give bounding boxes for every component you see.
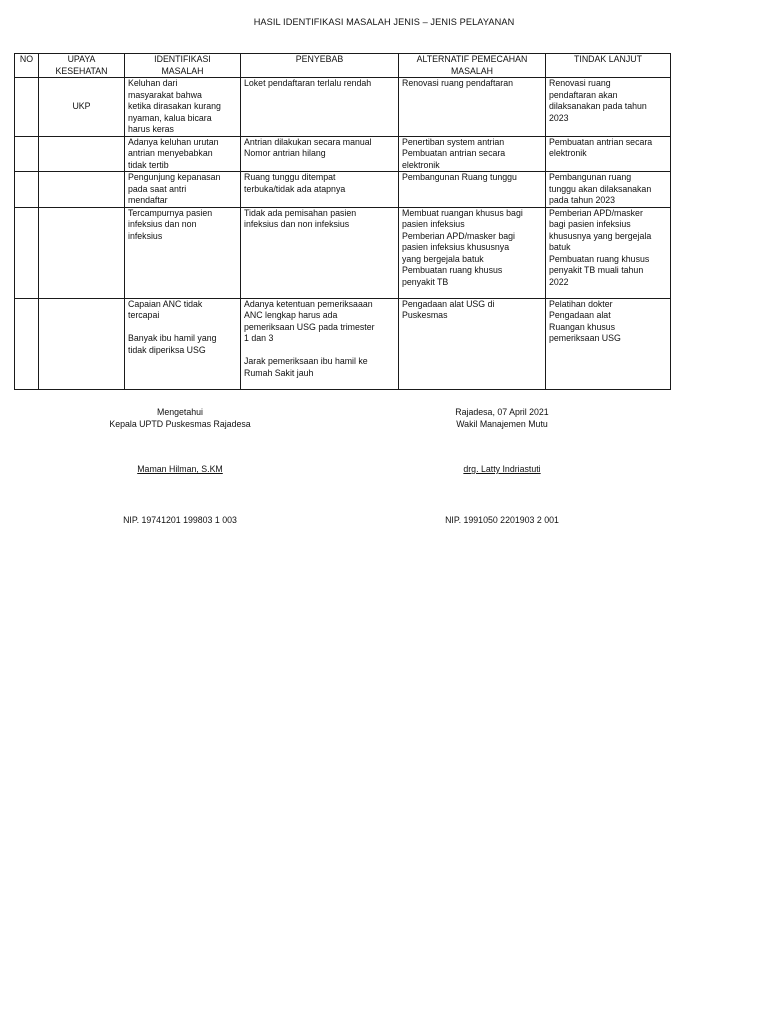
cell-identifikasi-masalah: Adanya keluhan urutan antrian menyebabkan tidak tertib (125, 136, 241, 172)
signature-right-nip: NIP. 1991050 2201903 2 001 (445, 514, 559, 525)
cell-no (15, 136, 39, 172)
cell-penyebab: Ruang tunggu ditempat terbuka/tidak ada atapnya (241, 172, 399, 208)
signature-left-line2: Kepala UPTD Puskesmas Rajadesa (109, 418, 251, 429)
header-tindak-lanjut: TINDAK LANJUT (546, 54, 671, 78)
header-upaya-kesehatan: UPAYA KESEHATAN (39, 54, 125, 78)
header-no: NO (15, 54, 39, 78)
cell-tindak-lanjut: Renovasi ruang pendaftaran akan dilaksanakan pada tahun 2023 (546, 78, 671, 137)
cell-tindak-lanjut: Pembuatan antrian secara elektronik (546, 136, 671, 172)
cell-identifikasi-masalah: Capaian ANC tidak tercapai Banyak ibu hamil yang tidak diperiksa USG (125, 298, 241, 389)
cell-upaya-kesehatan: UKP (39, 78, 125, 137)
cell-identifikasi-masalah: Keluhan dari masyarakat bahwa ketika dirasakan kurang nyaman, kalua bicara harus keras (125, 78, 241, 137)
cell-no (15, 298, 39, 389)
cell-penyebab: Adanya ketentuan pemeriksaaan ANC lengkap harus ada pemeriksaan USG pada trimester 1 dan 3 Jarak pemeriksaan ibu hamil ke Rumah Sakit jauh (241, 298, 399, 389)
cell-upaya-kesehatan (39, 136, 125, 172)
signature-right-name: drg. Latty Indriastuti (463, 464, 541, 474)
cell-identifikasi-masalah: Pengunjung kepanasan pada saat antri mendaftar (125, 172, 241, 208)
signature-left (60, 407, 300, 526)
cell-tindak-lanjut: Pelatihan dokter Pengadaan alat Ruangan khusus pemeriksaan USG (546, 298, 671, 389)
cell-penyebab: Loket pendaftaran terlalu rendah (241, 78, 399, 137)
cell-upaya-kesehatan (39, 207, 125, 298)
signature-right-line1: Rajadesa, 07 April 2021 (455, 407, 549, 417)
cell-alternatif-pemecahan: Membuat ruangan khusus bagi pasien infeksius Pemberian APD/masker bagi pasien infeksius khususnya yang bergejala batuk Pembuatan ruang khusus penyakit TB (399, 207, 546, 298)
cell-upaya-kesehatan (39, 298, 125, 389)
signature-left-name: Maman Hilman, S.KM (137, 464, 223, 474)
cell-no (15, 172, 39, 208)
cell-alternatif-pemecahan: Pembangunan Ruang tunggu (399, 172, 546, 208)
cell-alternatif-pemecahan: Penertiban system antrian Pembuatan antrian secara elektronik (399, 136, 546, 172)
table-row (15, 136, 671, 172)
signature-left-nip: NIP. 19741201 199803 1 003 (123, 514, 237, 525)
signature-left-line1: Mengetahui (157, 407, 203, 417)
table-row (15, 78, 671, 137)
table-row (15, 172, 671, 208)
cell-tindak-lanjut: Pembangunan ruang tunggu akan dilaksanakan pada tahun 2023 (546, 172, 671, 208)
cell-upaya-kesehatan (39, 172, 125, 208)
cell-penyebab: Tidak ada pemisahan pasien infeksius dan non infeksius (241, 207, 399, 298)
cell-no (15, 78, 39, 137)
header-row (15, 54, 671, 78)
table-row (15, 298, 671, 389)
cell-no (15, 207, 39, 298)
document-title: HASIL IDENTIFIKASI MASALAH JENIS – JENIS PELAYANAN (253, 17, 515, 27)
cell-alternatif-pemecahan: Renovasi ruang pendaftaran (399, 78, 546, 137)
problem-identification-table (14, 53, 671, 390)
cell-penyebab: Antrian dilakukan secara manual Nomor antrian hilang (241, 136, 399, 172)
cell-alternatif-pemecahan: Pengadaan alat USG di Puskesmas (399, 298, 546, 389)
header-identifikasi-masalah: IDENTIFIKASI MASALAH (125, 54, 241, 78)
header-penyebab: PENYEBAB (241, 54, 399, 78)
cell-identifikasi-masalah: Tercampurnya pasien infeksius dan non infeksius (125, 207, 241, 298)
header-alternatif-pemecahan: ALTERNATIF PEMECAHAN MASALAH (399, 54, 546, 78)
cell-tindak-lanjut: Pemberian APD/masker bagi pasien infeksius khususnya yang bergejala batuk Pembuatan ruang khusus penyakit TB muali tahun 2022 (546, 207, 671, 298)
signature-right (382, 407, 622, 526)
table-row (15, 207, 671, 298)
signature-right-line2: Wakil Manajemen Mutu (456, 418, 548, 429)
